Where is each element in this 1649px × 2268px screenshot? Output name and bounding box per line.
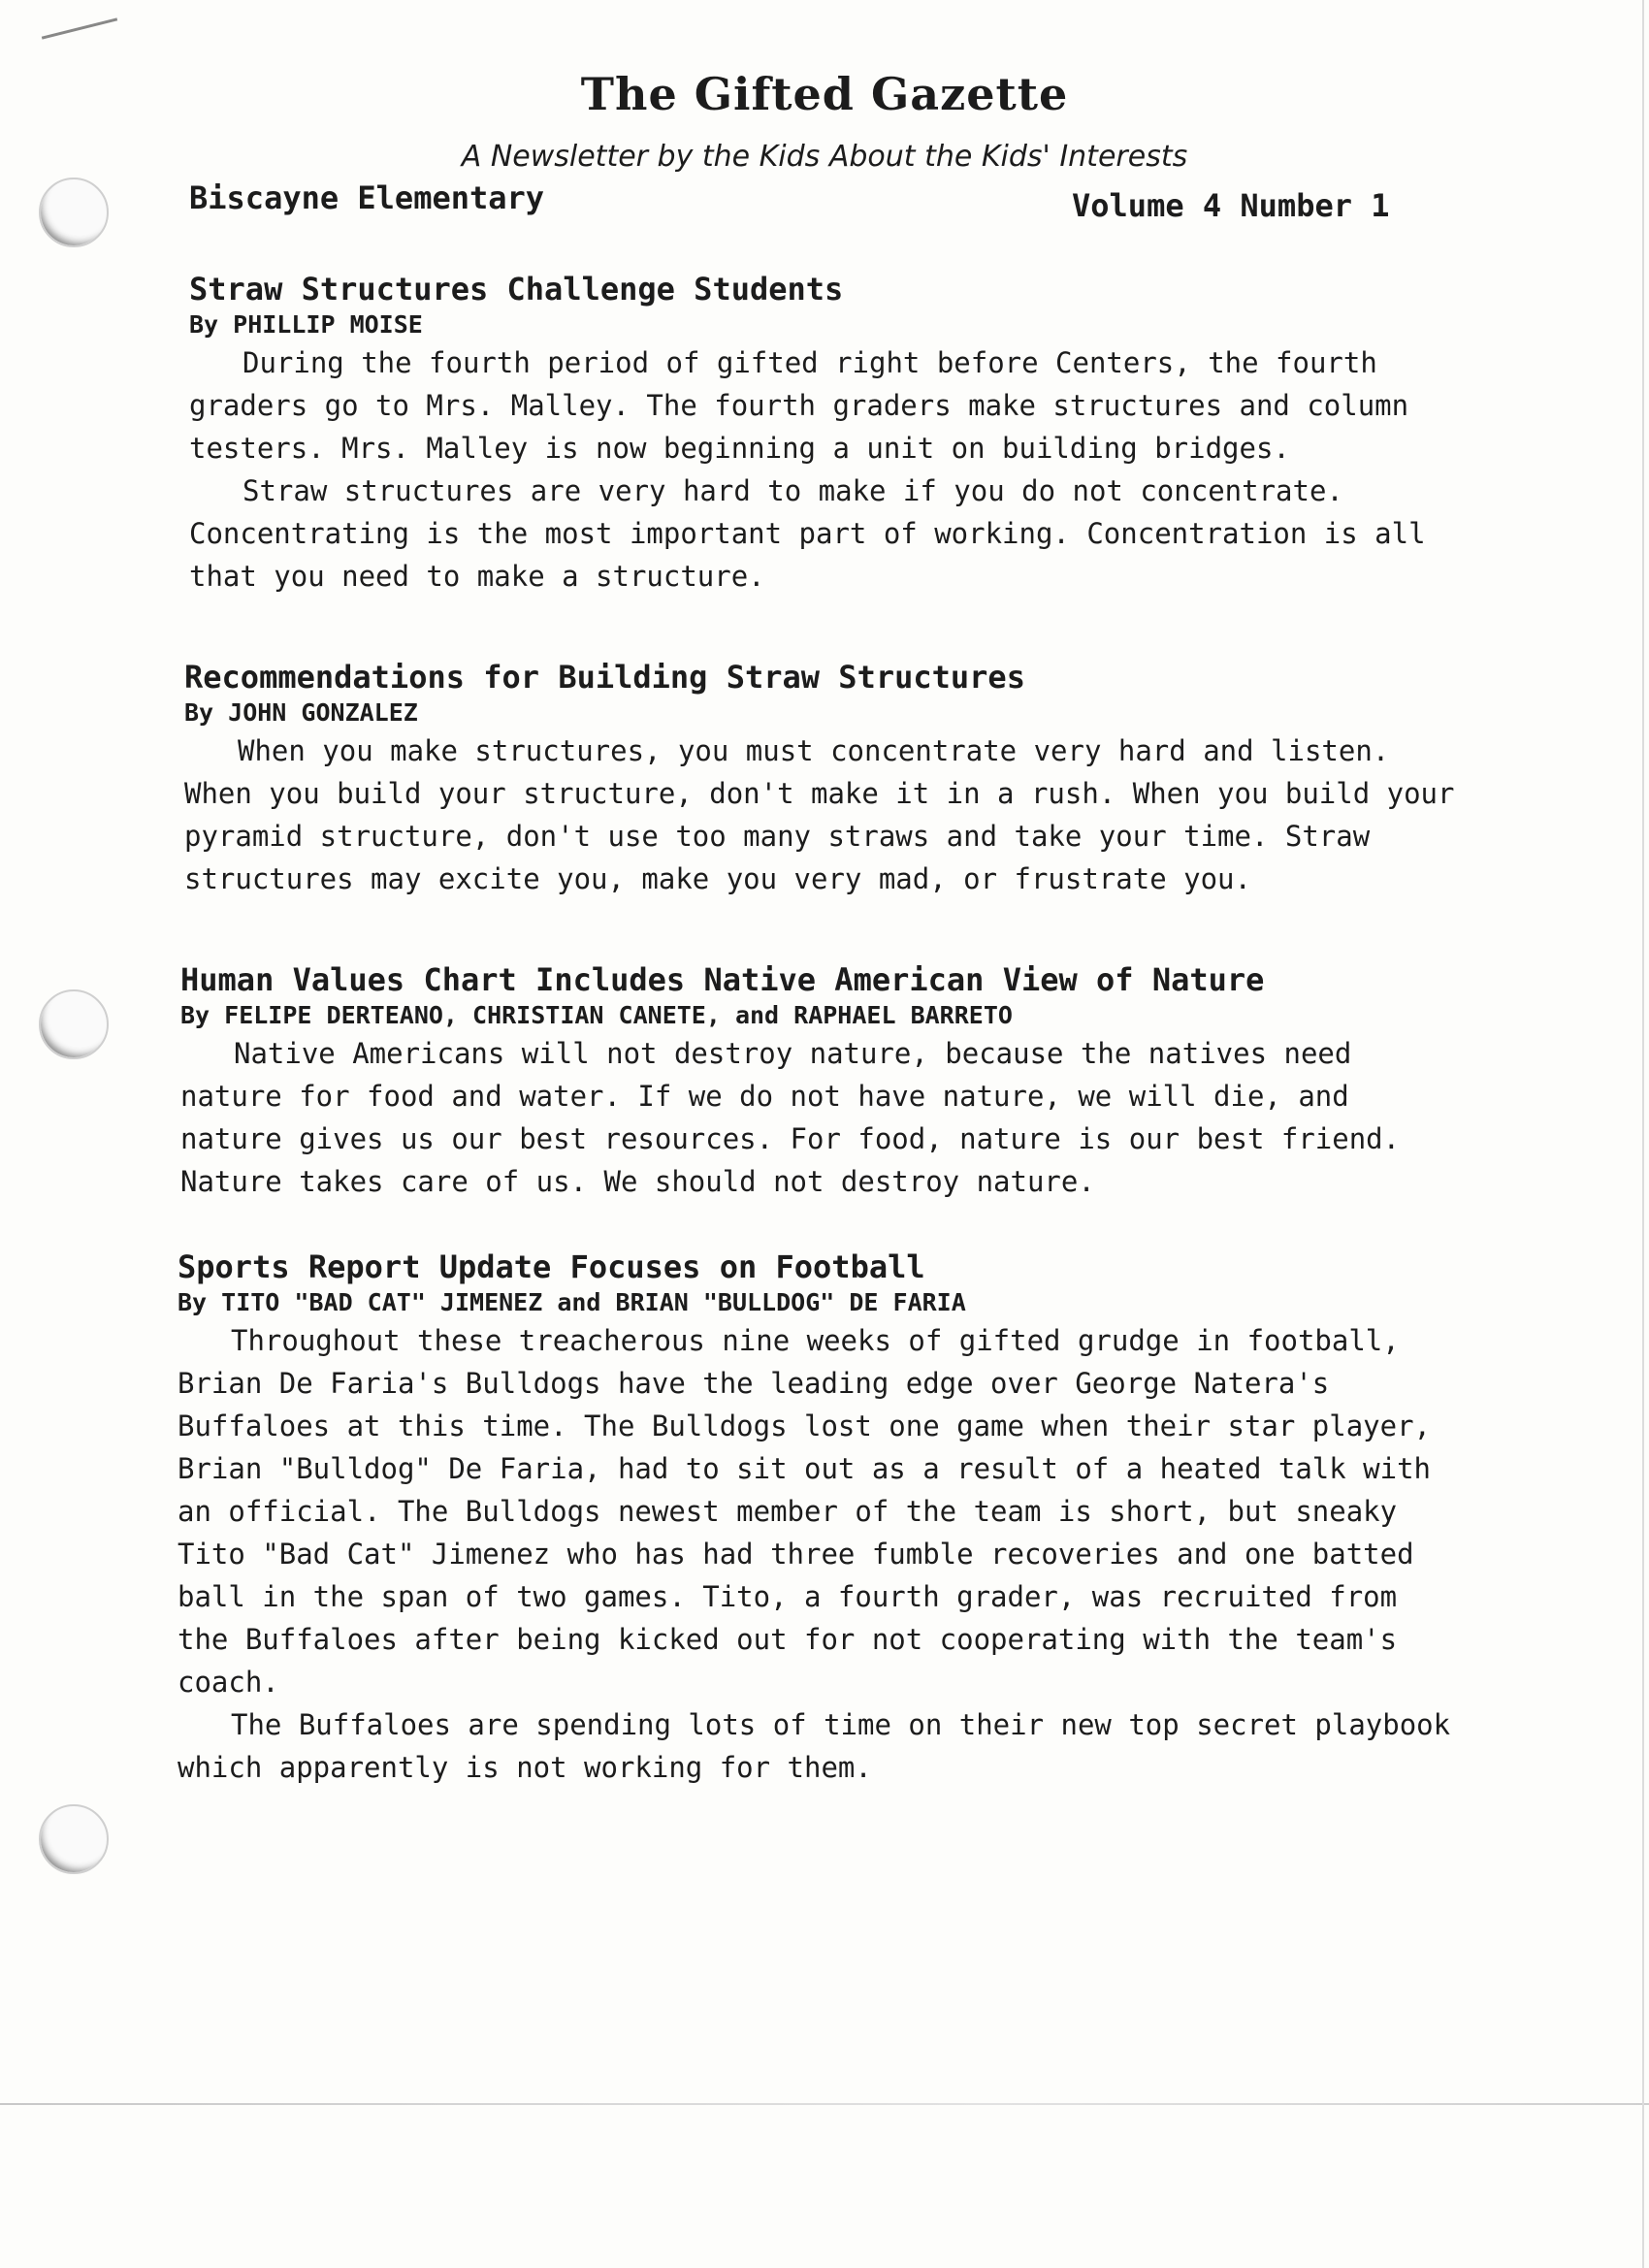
article-paragraph: When you make structures, you must concentrate very hard and listen. When you build your structure, don't make it in a rush. When you build your pyramid structure, don't use too many straws and take your time. Straw structures may excite you, make you very mad, or frustrate you. [184, 734, 1455, 895]
school-name: Biscayne Elementary [189, 179, 545, 216]
article-recommendations [184, 658, 1465, 900]
article-byline: By JOHN GONZALEZ [184, 698, 418, 727]
article-headline: Sports Report Update Focuses on Football [178, 1248, 925, 1285]
article-paragraph: During the fourth period of gifted right before Centers, the fourth graders go to Mrs. Malley. The fourth graders make structures and column testers. Mrs. Malley is now beginning a unit on building bridges. [189, 346, 1409, 465]
page-edge [1642, 0, 1644, 2268]
article-paragraph: Throughout these treacherous nine weeks of gifted grudge in football, Brian De Faria's Bulldogs have the leading edge over George Natera's Buffaloes at this time. The Bulldogs lost one game when their star player, Brian "Bulldog" De Faria, had to sit out as a result of a heated talk with an official. The Bulldogs newest member of the team is short, but sneaky Tito "Bad Cat" Jimenez who has had three fumble recoveries and one batted ball in the span of two games. Tito, a fourth grader, was recruited from the Buffaloes after being kicked out for not cooperating with the team's coach. [178, 1324, 1432, 1699]
article-byline: By TITO "BAD CAT" JIMENEZ and BRIAN "BULLDOG" DE FARIA [178, 1288, 966, 1316]
article-human-values [180, 960, 1461, 1203]
article-paragraph: Straw structures are very hard to make if you do not concentrate. Concentrating is the most important part of working. Concentration is all that you need to make a structure. [189, 474, 1426, 593]
pen-mark [42, 17, 117, 39]
binder-hole-top [39, 178, 109, 247]
article-paragraph: Native Americans will not destroy nature, because the natives need nature for food and water. If we do not have nature, we will die, and nature gives us our best resources. For food, nature is our best friend. Nature takes care of us. We should not destroy nature. [180, 1037, 1401, 1198]
newsletter-title: The Gifted Gazette [580, 68, 1069, 120]
article-byline: By FELIPE DERTEANO, CHRISTIAN CANETE, and RAPHAEL BARRETO [180, 1001, 1013, 1029]
binder-hole-bottom [39, 1804, 109, 1874]
newsletter-subtitle: A Newsletter by the Kids About the Kids' Interests [461, 140, 1188, 174]
volume-number: Volume 4 Number 1 [1072, 187, 1390, 224]
article-straw-structures [189, 270, 1470, 598]
article-sports-report [178, 1247, 1458, 1789]
article-headline: Straw Structures Challenge Students [189, 271, 844, 308]
binder-hole-middle [39, 989, 109, 1059]
article-headline: Recommendations for Building Straw Structures [184, 659, 1025, 696]
article-byline: By PHILLIP MOISE [189, 310, 423, 339]
page-fold-line [0, 2103, 1649, 2105]
article-paragraph: The Buffaloes are spending lots of time on their new top secret playbook which apparently is not working for them. [178, 1708, 1451, 1784]
article-headline: Human Values Chart Includes Native American View of Nature [180, 961, 1265, 998]
